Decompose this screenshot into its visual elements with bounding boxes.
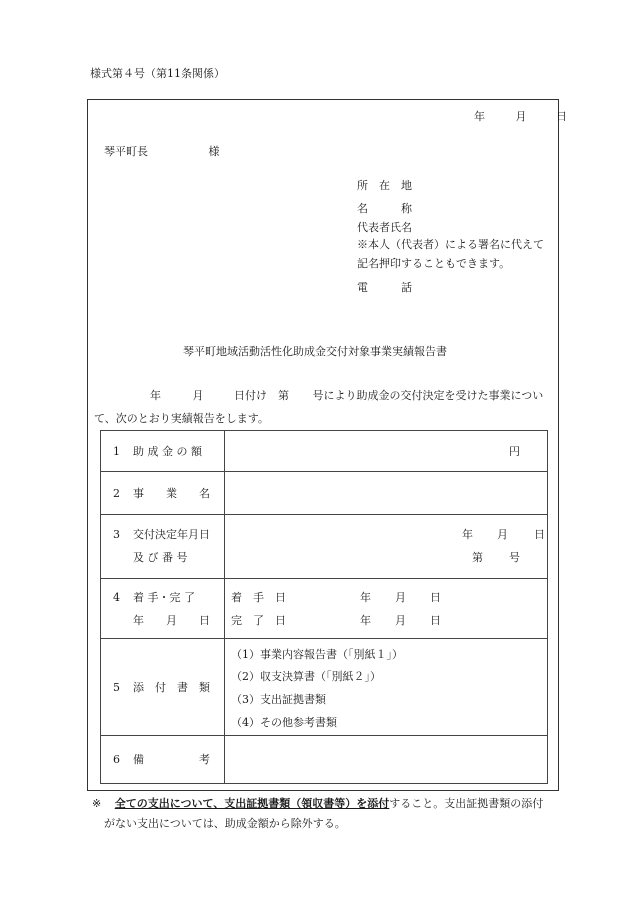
remarks-label: 備 考	[133, 753, 210, 766]
table-row-decision-date	[101, 515, 548, 579]
decision-year: 年	[462, 528, 473, 541]
attachment-item: （2）収支決算書（「別紙２」）	[231, 670, 381, 683]
addressee-suffix: 様	[208, 145, 220, 158]
body-month: 月	[192, 389, 204, 402]
row-number: 3	[113, 528, 120, 541]
decision-date-label: 交付決定年月日	[133, 528, 210, 541]
addressee-name: 琴平町長	[104, 145, 148, 158]
sender-representative-label: 代表者氏名	[357, 221, 412, 234]
attachment-item: （4）その他参考書類	[231, 716, 337, 729]
date-year: 年	[474, 110, 485, 123]
start-end-date-label: 年 月 日	[133, 614, 210, 627]
report-date	[474, 111, 567, 122]
start-end-label-cell	[101, 579, 225, 639]
decision-date-label-cell	[101, 515, 225, 579]
footnote-line-2: がない支出については、助成金額から除外する。	[104, 817, 346, 830]
body-day-ref: 日付け 第	[234, 389, 289, 402]
decision-number-label: 及 び 番 号	[133, 551, 188, 564]
date-month: 月	[515, 110, 527, 123]
table-row-remarks	[101, 736, 548, 784]
grant-amount-input[interactable]	[225, 431, 548, 472]
remarks-input[interactable]	[225, 736, 548, 784]
decision-date-input[interactable]	[225, 515, 548, 579]
row-number: 5	[113, 681, 120, 694]
decision-no-prefix: 第	[472, 551, 483, 564]
row-number: 4	[113, 591, 120, 604]
project-name-label-cell	[101, 472, 225, 515]
grant-amount-label: 助 成 金 の 額	[133, 445, 202, 458]
start-month: 月	[395, 591, 406, 604]
decision-day: 日	[534, 528, 545, 541]
table-row-attachments	[101, 639, 548, 736]
row-number: 1	[113, 445, 120, 458]
footnote-rest: すること。支出証拠書類の添付	[389, 797, 544, 810]
end-day: 日	[430, 614, 441, 627]
start-end-input[interactable]	[225, 579, 548, 639]
start-year: 年	[360, 591, 371, 604]
row-number: 6	[113, 753, 120, 766]
sender-phone-label: 電 話	[357, 281, 412, 294]
attachments-list	[225, 639, 548, 736]
sender-signature-note-2: 記名押印することもできます。	[357, 257, 511, 270]
form-number: 様式第４号（第11条関係）	[90, 67, 225, 80]
end-month: 月	[395, 614, 406, 627]
table-row-grant-amount	[101, 431, 548, 472]
table-row-start-end	[101, 579, 548, 639]
start-date-label: 着 手 日	[231, 591, 286, 604]
attachment-item: （1）事業内容報告書（「別紙１」）	[231, 648, 403, 661]
project-name-input[interactable]	[225, 472, 548, 515]
attachments-label-cell	[101, 639, 225, 736]
report-table	[100, 430, 548, 784]
end-year: 年	[360, 614, 371, 627]
end-date-label: 完 了 日	[231, 614, 286, 627]
table-row-project-name	[101, 472, 548, 515]
body-line-1	[100, 390, 543, 401]
decision-month: 月	[497, 528, 508, 541]
start-end-label: 着 手・完 了	[133, 591, 195, 604]
body-line-2: て、次のとおり実績報告をします。	[94, 412, 269, 425]
project-name-label: 事 業 名	[133, 487, 210, 500]
yen-unit: 円	[509, 445, 520, 458]
footnote-mark: ※	[92, 797, 102, 810]
sender-name-label: 名 称	[357, 202, 412, 215]
sender-address-label: 所 在 地	[357, 179, 412, 192]
remarks-label-cell	[101, 736, 225, 784]
footnote-line-1	[92, 798, 543, 809]
document-title: 琴平町地域活動活性化助成金交付対象事業実績報告書	[183, 345, 447, 358]
grant-amount-label-cell	[101, 431, 225, 472]
start-day: 日	[430, 591, 441, 604]
body-year: 年	[150, 389, 161, 402]
row-number: 2	[113, 487, 120, 500]
addressee	[104, 146, 220, 157]
date-day: 日	[556, 110, 567, 123]
sender-signature-note-1: ※本人（代表者）による署名に代えて	[357, 238, 544, 251]
decision-no-suffix: 号	[509, 551, 520, 564]
attachment-item: （3）支出証拠書類	[231, 693, 326, 706]
attachments-label: 添 付 書 類	[133, 681, 210, 694]
body-rest: 号により助成金の交付決定を受けた事業につい	[312, 389, 544, 402]
footnote-emphasis: 全ての支出について、支出証拠書類（領収書等）を添付	[114, 797, 390, 810]
